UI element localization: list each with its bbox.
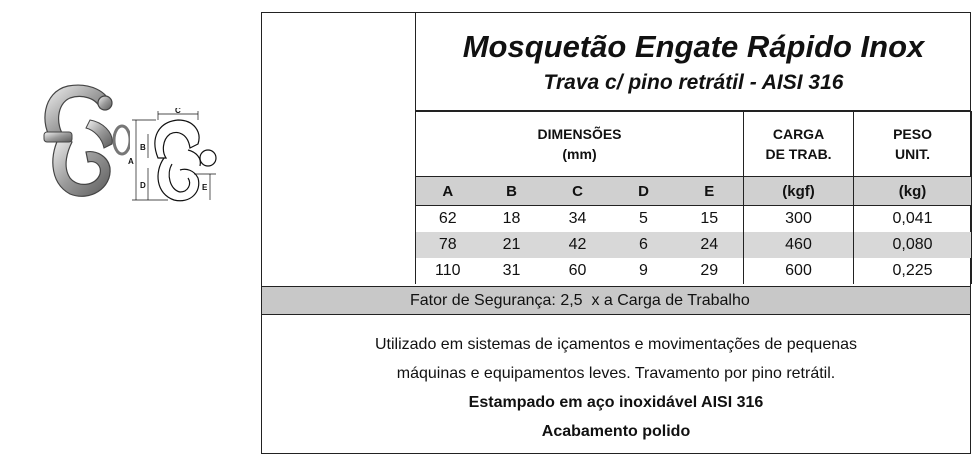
dim-label-c: C bbox=[175, 108, 181, 115]
header-load: CARGA DE TRAB. bbox=[744, 112, 854, 177]
cell-b: 31 bbox=[502, 262, 521, 279]
cell-e: 24 bbox=[676, 232, 744, 258]
col-b: B bbox=[480, 177, 544, 206]
material-note: Estampado em aço inoxidável AISI 316 bbox=[468, 394, 764, 411]
page-title: Mosquetão Engate Rápido Inox bbox=[462, 29, 925, 64]
cell-c: 34 bbox=[568, 210, 587, 227]
cell-d: 5 bbox=[639, 210, 648, 227]
cell-load: 300 bbox=[744, 206, 854, 233]
col-a: A bbox=[416, 177, 480, 206]
header-dimensions: DIMENSÕES (mm) bbox=[416, 112, 744, 177]
cell-weight: 0,080 bbox=[854, 232, 972, 258]
title-block bbox=[415, 12, 971, 111]
cell-b: 21 bbox=[480, 232, 544, 258]
cell-a: 78 bbox=[416, 232, 480, 258]
table-row bbox=[416, 258, 972, 284]
table-row bbox=[416, 232, 972, 258]
spec-table bbox=[415, 111, 972, 284]
col-weight-unit: (kg) bbox=[854, 177, 972, 206]
page-subtitle: Trava c/ pino retrátil - AISI 316 bbox=[543, 71, 844, 94]
description-line: máquinas e equipamentos leves. Travamento por pino retrátil. bbox=[396, 365, 836, 382]
description-line: Utilizado em sistemas de içamentos e movimentações de pequenas bbox=[374, 336, 858, 353]
dim-label-d: D bbox=[140, 181, 146, 190]
cell-c: 42 bbox=[544, 232, 612, 258]
col-d: D bbox=[612, 177, 676, 206]
col-c: C bbox=[544, 177, 612, 206]
cell-weight: 0,041 bbox=[854, 206, 972, 233]
snap-shackle-photo bbox=[30, 70, 130, 210]
table-column-row bbox=[416, 177, 972, 206]
cell-e: 15 bbox=[700, 210, 719, 227]
cell-d: 6 bbox=[612, 232, 676, 258]
dimension-drawing bbox=[128, 108, 223, 208]
cell-c: 60 bbox=[568, 262, 587, 279]
dim-label-b: B bbox=[140, 143, 146, 152]
table-row bbox=[416, 206, 972, 233]
description bbox=[262, 330, 970, 446]
header-weight: PESO UNIT. bbox=[854, 112, 972, 177]
dim-label-a: A bbox=[128, 157, 134, 166]
finish-note: Acabamento polido bbox=[541, 423, 691, 440]
cell-b: 18 bbox=[502, 210, 521, 227]
cell-a: 62 bbox=[416, 206, 480, 233]
cell-e: 29 bbox=[700, 262, 719, 279]
safety-factor-bar: Fator de Segurança: 2,5 x a Carga de Trabalho bbox=[262, 286, 970, 315]
col-load-unit: (kgf) bbox=[744, 177, 854, 206]
cell-load: 460 bbox=[744, 232, 854, 258]
cell-load: 600 bbox=[744, 258, 854, 284]
table-header-row bbox=[416, 112, 972, 177]
cell-weight: 0,225 bbox=[854, 258, 972, 284]
dim-label-e: E bbox=[202, 183, 208, 192]
col-e: E bbox=[676, 177, 744, 206]
cell-d: 9 bbox=[639, 262, 648, 279]
cell-a: 110 bbox=[416, 258, 480, 284]
